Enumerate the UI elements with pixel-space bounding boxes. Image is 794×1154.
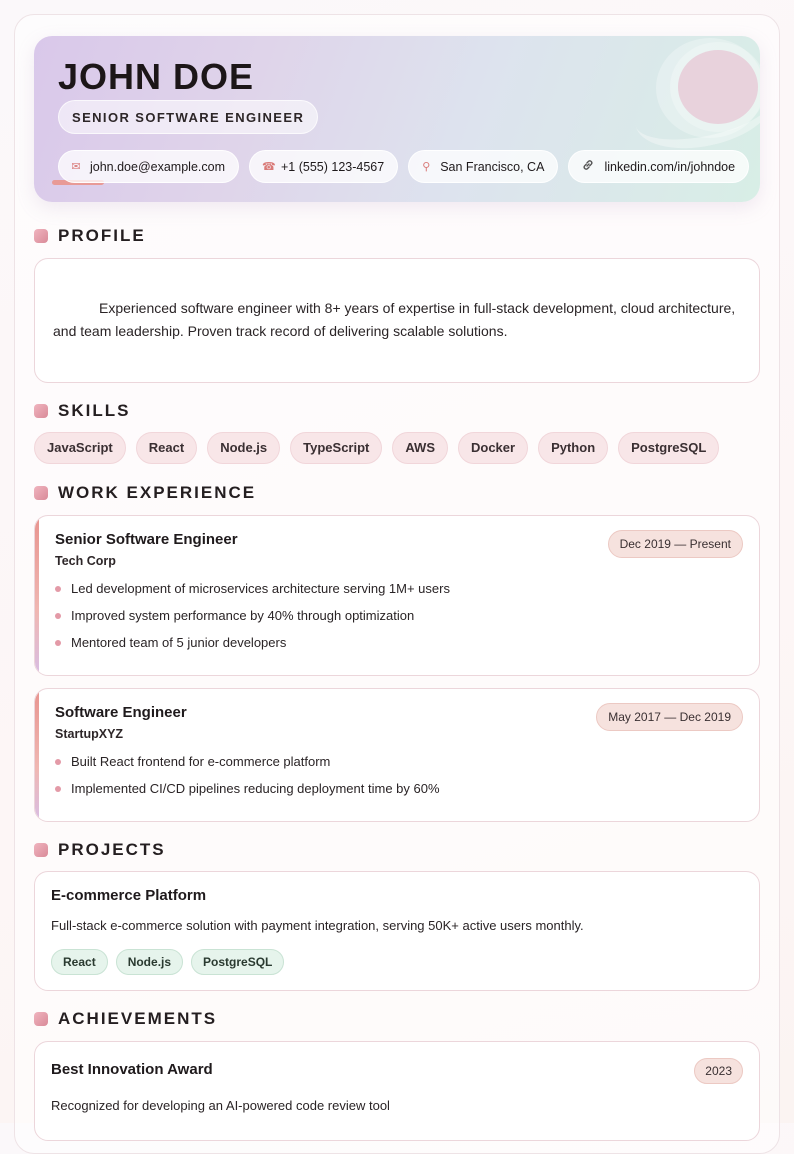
project-description: Full-stack e-commerce solution with payment integration, serving 50K+ active users monthly.	[51, 918, 584, 933]
achievement-card	[34, 1041, 760, 1141]
profile-card	[34, 258, 760, 383]
experience-company: Tech Corp	[55, 554, 116, 568]
candidate-name: JOHN DOE	[58, 56, 255, 97]
tech-tag: Node.js	[116, 949, 183, 975]
skill-tag: Docker	[458, 432, 528, 464]
experience-dates: May 2017 — Dec 2019	[596, 703, 743, 731]
contact-linkedin-text: linkedin.com/in/johndoe	[604, 159, 736, 174]
resume-header	[34, 36, 760, 202]
section-marker-icon	[34, 229, 48, 243]
section-marker-icon	[34, 486, 48, 500]
contact-phone-text: +1 (555) 123-4567	[281, 159, 385, 174]
achievement-year: 2023	[694, 1058, 743, 1084]
experience-card	[34, 515, 760, 676]
project-card	[34, 871, 760, 991]
experience-title: Software Engineer	[55, 704, 187, 721]
experience-title: Senior Software Engineer	[55, 531, 238, 548]
experience-company: StartupXYZ	[55, 727, 124, 741]
bullet-item: Led development of microservices architecture serving 1M+ users	[55, 580, 450, 607]
section-heading-achievements	[34, 1009, 217, 1029]
job-title-badge: SENIOR SOFTWARE ENGINEER	[58, 100, 318, 134]
contact-list	[58, 150, 749, 183]
section-title: SKILLS	[58, 401, 131, 420]
skills-list	[34, 432, 719, 464]
experience-accent-bar	[35, 516, 39, 675]
experience-accent-bar	[35, 689, 39, 821]
section-heading-profile	[34, 226, 146, 246]
skill-tag: AWS	[392, 432, 448, 464]
section-heading-projects	[34, 840, 166, 860]
skill-tag: Node.js	[207, 432, 280, 464]
phone-icon: ☎	[262, 161, 276, 173]
section-marker-icon	[34, 1012, 48, 1026]
section-title: PROFILE	[58, 226, 146, 245]
section-marker-icon	[34, 404, 48, 418]
contact-email[interactable]	[58, 150, 239, 183]
achievement-title: Best Innovation Award	[51, 1061, 213, 1078]
experience-card	[34, 688, 760, 822]
profile-summary: Experienced software engineer with 8+ years of expertise in full-stack development, cloud architecture, and team leadership. Proven track record of delivering scalable solutions.	[53, 300, 736, 339]
bullet-item: Implemented CI/CD pipelines reducing deployment time by 60%	[55, 780, 440, 807]
section-title: PROJECTS	[58, 840, 166, 859]
contact-email-text: john.doe@example.com	[90, 159, 225, 174]
project-title: E-commerce Platform	[51, 887, 207, 904]
section-heading-skills	[34, 401, 130, 421]
project-tag-list	[51, 949, 284, 975]
bullet-item: Mentored team of 5 junior developers	[55, 634, 450, 661]
section-title: ACHIEVEMENTS	[58, 1009, 218, 1028]
tech-tag: React	[51, 949, 108, 975]
bullet-item: Improved system performance by 40% through optimization	[55, 607, 450, 634]
section-title: WORK EXPERIENCE	[58, 483, 257, 502]
achievement-description: Recognized for developing an AI-powered code review tool	[51, 1098, 390, 1113]
tech-tag: PostgreSQL	[191, 949, 284, 975]
experience-bullets	[55, 753, 440, 807]
skill-tag: Python	[538, 432, 608, 464]
section-heading-experience	[34, 483, 256, 503]
link-icon	[581, 158, 595, 175]
experience-bullets	[55, 580, 450, 661]
decorative-blob	[678, 50, 758, 124]
experience-dates: Dec 2019 — Present	[608, 530, 743, 558]
section-marker-icon	[34, 843, 48, 857]
location-pin-icon: ⚲	[422, 161, 431, 173]
contact-linkedin[interactable]	[568, 150, 749, 183]
skill-tag: JavaScript	[34, 432, 126, 464]
skill-tag: React	[136, 432, 197, 464]
contact-location-text: San Francisco, CA	[440, 159, 545, 174]
skill-tag: PostgreSQL	[618, 432, 719, 464]
bullet-item: Built React frontend for e-commerce platform	[55, 753, 440, 780]
contact-phone[interactable]	[249, 150, 398, 183]
email-icon: ✉	[71, 161, 81, 173]
contact-location	[408, 150, 558, 183]
skill-tag: TypeScript	[290, 432, 382, 464]
